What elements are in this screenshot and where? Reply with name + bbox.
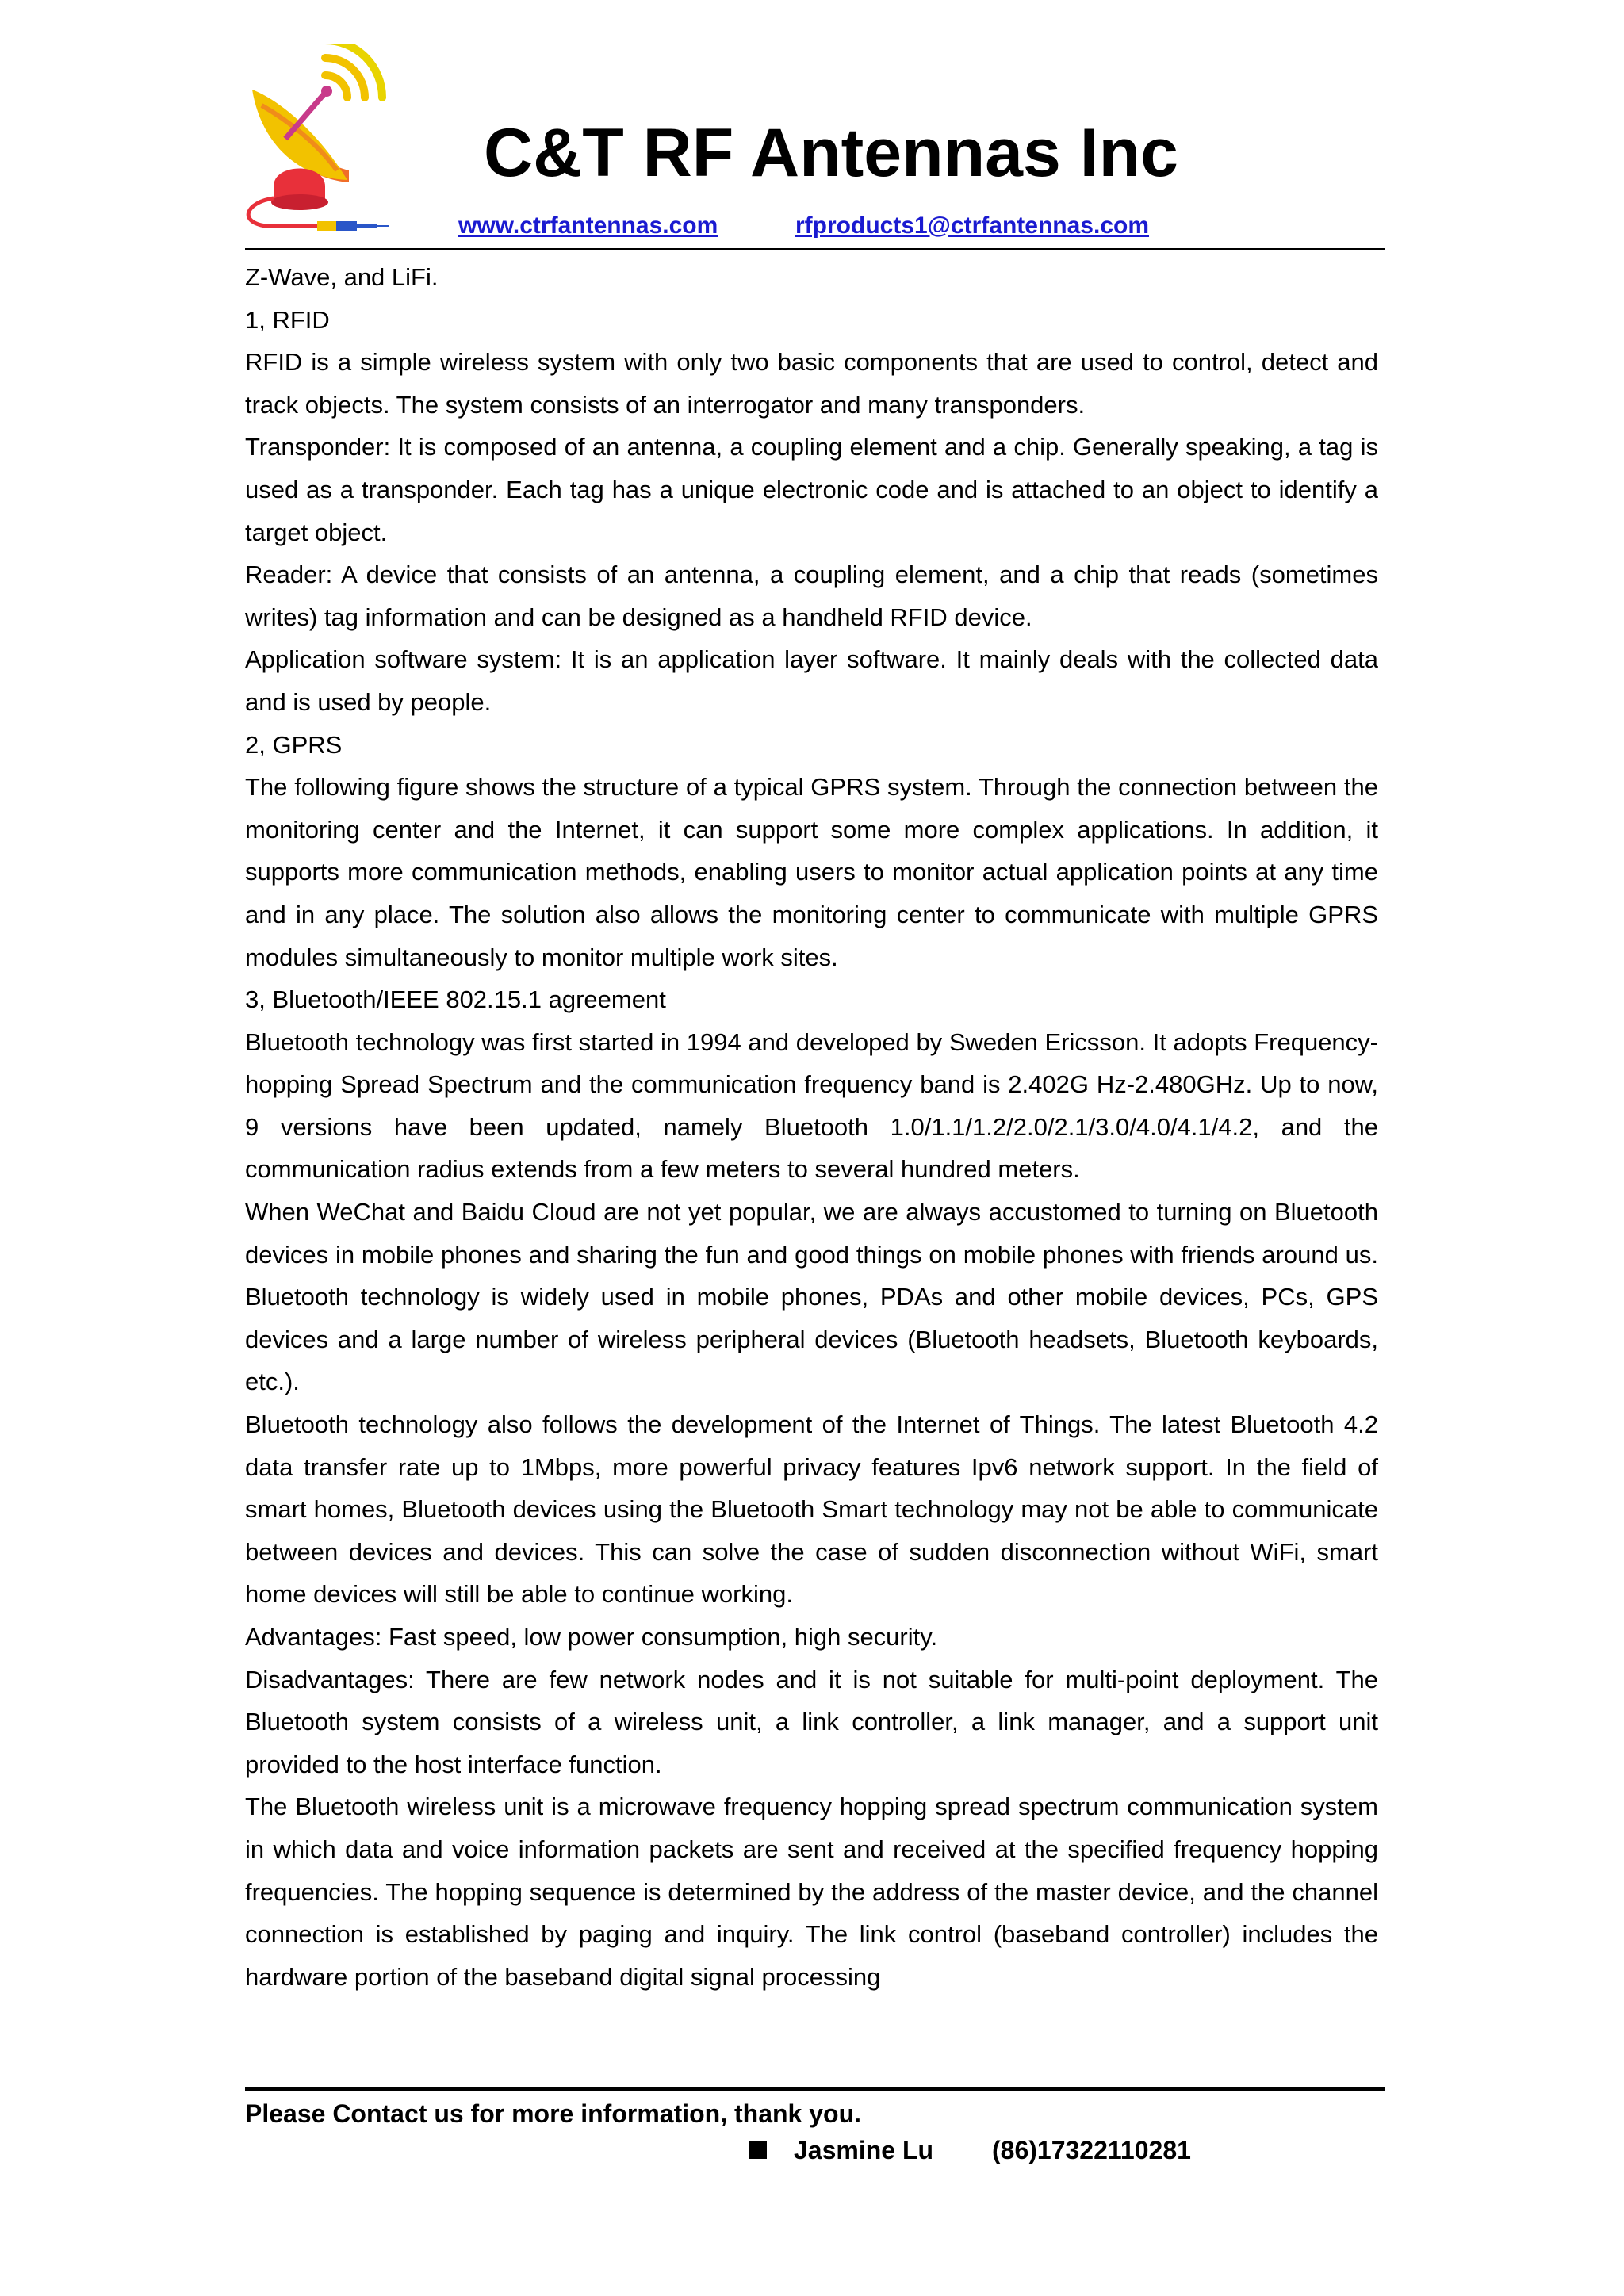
section-heading-rfid: 1, RFID <box>245 305 330 334</box>
paragraph: Advantages: Fast speed, low power consumption, high security. <box>245 1623 938 1651</box>
footer-divider <box>245 2087 1385 2091</box>
paragraph: Bluetooth technology was first started in 1994 and developed by Sweden Ericsson. It adopts Frequency-hopping Spread Spectrum and the communication frequency band is 2.402G Hz-2.480GHz. Up to now, 9 versions have been updated, namely Bluetooth 1.0/1.1/1.2/2.0/2.1/3.0/4.0/4.1/4.2, and the communication radius extends from a few meters to several hundred meters. <box>245 1027 1378 1184</box>
contact-name: Jasmine Lu <box>794 2136 934 2164</box>
paragraph: Transponder: It is composed of an antenna, a coupling element and a chip. Generally speaking, a tag is used as a transponder. Each tag has a unique electronic code and is attached to an object to identify a target object. <box>245 433 1378 546</box>
contact-phone: (86)17322110281 <box>992 2136 1191 2164</box>
contact-row <box>749 2130 1191 2171</box>
section-heading-bluetooth: 3, Bluetooth/IEEE 802.15.1 agreement <box>245 985 666 1014</box>
paragraph: Application software system: It is an application layer software. It mainly deals with the collected data and is used by people. <box>245 645 1378 716</box>
paragraph: Z-Wave, and LiFi. <box>245 263 439 291</box>
satellite-dish-logo-icon <box>230 44 396 242</box>
paragraph: RFID is a simple wireless system with only two basic components that are used to control, detect and track objects. The system consists of an interrogator and many transponders. <box>245 348 1378 419</box>
body-text <box>245 256 1378 1998</box>
paragraph: The following figure shows the structure of a typical GPRS system. Through the connection between the monitoring center and the Internet, it can support some more complex applications. In addition, it supports more communication methods, enabling users to monitor actual application points at any time and in any place. The solution also allows the monitoring center to communicate with multiple GPRS modules simultaneously to monitor multiple work sites. <box>245 773 1378 971</box>
black-square-bullet-icon <box>749 2141 767 2159</box>
paragraph: The Bluetooth wireless unit is a microwave frequency hopping spread spectrum communication system in which data and voice information packets are sent and received at the specified frequency hopping frequencies. The hopping sequence is determined by the address of the master device, and the channel connection is established by paging and inquiry. The link control (baseband controller) includes the hardware portion of the baseband digital signal processing <box>245 1793 1378 1991</box>
company-name: C&T RF Antennas Inc <box>484 115 1178 191</box>
footer-note: Please Contact us for more information, thank you. <box>245 2099 862 2128</box>
header-divider <box>245 248 1385 250</box>
paragraph: When WeChat and Baidu Cloud are not yet popular, we are always accustomed to turning on Bluetooth devices in mobile phones and sharing the fun and good things on mobile phones with friends around us. Bluetooth technology is widely used in mobile phones, PDAs and other mobile devices, PCs, GPS devices and a large number of wireless peripheral devices (Bluetooth headsets, Bluetooth keyboards, etc.). <box>245 1198 1378 1396</box>
email-link[interactable]: rfproducts1@ctrfantennas.com <box>795 212 1150 239</box>
paragraph: Bluetooth technology also follows the development of the Internet of Things. The latest Bluetooth 4.2 data transfer rate up to 1Mbps, more powerful privacy features Ipv6 network support. In the field of smart homes, Bluetooth devices using the Bluetooth Smart technology may not be able to communicate between devices and devices. This can solve the case of sudden disconnection without WiFi, smart home devices will still be able to continue working. <box>245 1410 1378 1609</box>
website-link[interactable]: www.ctrfantennas.com <box>458 212 718 239</box>
section-heading-gprs: 2, GPRS <box>245 730 343 759</box>
paragraph: Reader: A device that consists of an antenna, a coupling element, and a chip that reads (sometimes writes) tag information and can be designed as a handheld RFID device. <box>245 561 1378 631</box>
paragraph: Disadvantages: There are few network nodes and it is not suitable for multi-point deployment. The Bluetooth system consists of a wireless unit, a link controller, a link manager, and a support unit provided to the host interface function. <box>245 1665 1378 1778</box>
